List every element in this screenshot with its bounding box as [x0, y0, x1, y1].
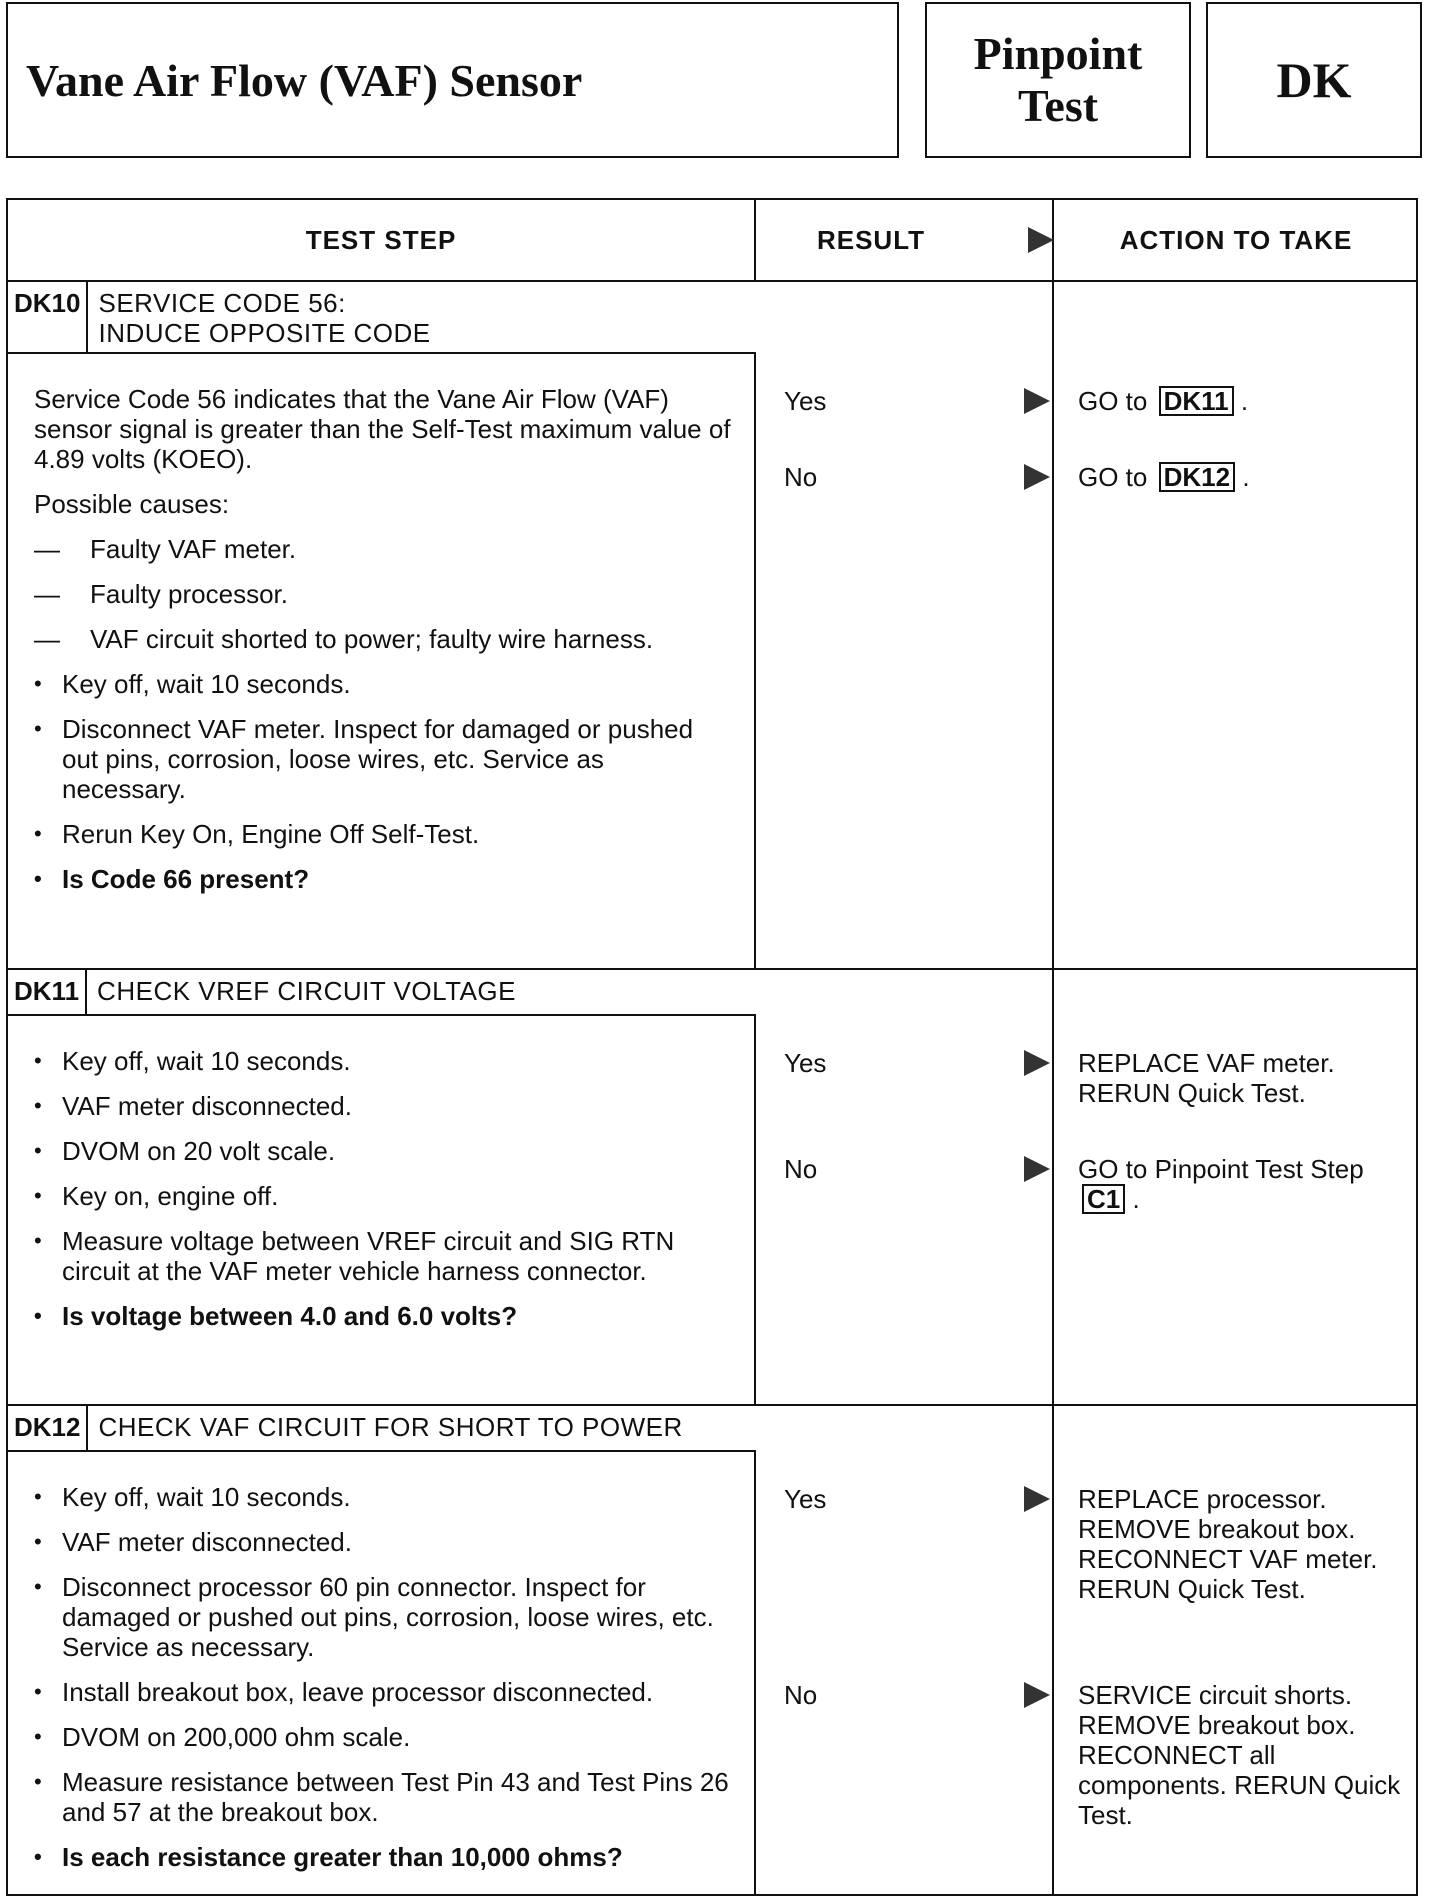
col-header-test-step: TEST STEP: [305, 224, 457, 255]
step-bullet: [34, 1046, 734, 1076]
step-body-dk10: [34, 384, 734, 909]
bullet-text: Disconnect VAF meter. Inspect for damaged or pushed out pins, corrosion, loose wires, etc. Service as necessary.: [62, 714, 694, 804]
bullet-icon: •: [34, 1183, 42, 1208]
step-bullet: [34, 1572, 734, 1662]
causes-label: Possible causes:: [34, 489, 230, 519]
action-suffix: .: [1240, 386, 1249, 416]
bullet-text: Key on, engine off.: [62, 1181, 279, 1211]
step-bullet: [34, 1181, 734, 1211]
bullet-icon: •: [34, 1303, 42, 1328]
step-ref-link[interactable]: DK12: [1159, 462, 1235, 492]
bullet-icon: •: [34, 1724, 42, 1749]
result-yes: Yes: [784, 1048, 827, 1078]
col-header-action: ACTION TO TAKE: [1119, 224, 1353, 255]
step-ref-link[interactable]: DK11: [1159, 386, 1234, 416]
bullet-text: VAF meter disconnected.: [62, 1527, 352, 1557]
bullet-icon: •: [34, 1679, 42, 1704]
cause-text: Faulty processor.: [90, 579, 288, 609]
bullet-text: Disconnect processor 60 pin connector. Inspect for damaged or pushed out pins, corrosion, loose wires, etc. Service as necessary.: [62, 1572, 714, 1662]
step-header-dk11: [8, 970, 756, 1016]
action-suffix: .: [1132, 1184, 1140, 1214]
bullet-text: Install breakout box, leave processor disconnected.: [62, 1677, 654, 1707]
step-title: [88, 282, 440, 352]
arrow-icon: [1024, 1682, 1050, 1708]
cause-text: VAF circuit shorted to power; faulty wire harness.: [90, 624, 654, 654]
step-id: DK11: [8, 970, 87, 1014]
action-text: GO to: [1078, 386, 1148, 416]
step-title-line: INDUCE OPPOSITE CODE: [98, 318, 431, 348]
question-text: Is each resistance greater than 10,000 ohms?: [62, 1842, 623, 1872]
page-title: Vane Air Flow (VAF) Sensor: [26, 54, 583, 106]
step-title: CHECK VREF CIRCUIT VOLTAGE: [97, 976, 516, 1006]
step-bullet: [34, 1677, 734, 1707]
bullet-icon: •: [34, 1844, 42, 1869]
result-no: No: [784, 1154, 818, 1184]
step-title: CHECK VAF CIRCUIT FOR SHORT TO POWER: [98, 1412, 683, 1442]
cause-item: [34, 534, 734, 564]
result-yes: Yes: [784, 386, 827, 416]
cause-item: [34, 624, 734, 654]
action-dk12-no: SERVICE circuit shorts. REMOVE breakout box. RECONNECT all components. RERUN Quick Test.: [1078, 1680, 1401, 1830]
bullet-icon: •: [34, 1484, 42, 1509]
bullet-text: VAF meter disconnected.: [62, 1091, 352, 1121]
test-code-box: [1206, 2, 1422, 158]
bullet-icon: •: [34, 1769, 42, 1794]
test-code: DK: [1276, 52, 1352, 108]
col-divider-2: [1052, 200, 1054, 1894]
action-dk10-yes: [1078, 386, 1408, 416]
arrow-icon: [1024, 464, 1050, 490]
pinpoint-table: [6, 198, 1418, 1896]
step-intro: Service Code 56 indicates that the Vane Air Flow (VAF) sensor signal is greater than the Self-Test maximum value of 4.89 volts (KOEO).: [34, 384, 731, 474]
result-no: No: [784, 1680, 818, 1710]
step-bullet: [34, 714, 734, 804]
step-header-dk12: [8, 1406, 756, 1452]
bullet-text: DVOM on 200,000 ohm scale.: [62, 1722, 411, 1752]
step-bullet: [34, 1767, 734, 1827]
arrow-icon: [1024, 388, 1050, 414]
bullet-icon: •: [34, 866, 42, 891]
step-id: DK10: [8, 282, 88, 352]
col-header-result: RESULT: [816, 224, 926, 255]
result-arrow-icon: [1028, 227, 1054, 253]
step-question: [34, 864, 734, 894]
pinpoint-label: Pinpoint: [973, 28, 1143, 79]
cause-text: Faulty VAF meter.: [90, 534, 297, 564]
action-dk10-no: [1078, 462, 1408, 492]
step-bullet: [34, 1091, 734, 1121]
step-bullet: [34, 1527, 734, 1557]
step-title-line: SERVICE CODE 56:: [98, 288, 346, 318]
step-bullet: [34, 1722, 734, 1752]
dash-icon: —: [34, 534, 60, 564]
step-header-dk10: [8, 282, 756, 354]
dash-icon: —: [34, 624, 60, 654]
test-label: Test: [1017, 80, 1099, 131]
bullet-icon: •: [34, 671, 42, 696]
bullet-text: Measure voltage between VREF circuit and SIG RTN circuit at the VAF meter vehicle harness connector.: [62, 1226, 675, 1286]
step-question: [34, 1842, 734, 1872]
action-suffix: .: [1242, 462, 1250, 492]
bullet-text: Key off, wait 10 seconds.: [62, 1046, 351, 1076]
question-text: Is voltage between 4.0 and 6.0 volts?: [62, 1301, 518, 1331]
result-yes: Yes: [784, 1484, 827, 1514]
pinpoint-test-box: [925, 2, 1191, 158]
bullet-text: Key off, wait 10 seconds.: [62, 1482, 351, 1512]
bullet-icon: •: [34, 821, 42, 846]
step-bullet: [34, 819, 734, 849]
step-bullet: [34, 1136, 734, 1166]
cause-item: [34, 579, 734, 609]
arrow-icon: [1024, 1156, 1050, 1182]
bullet-text: Key off, wait 10 seconds.: [62, 669, 351, 699]
dash-icon: —: [34, 579, 60, 609]
action-dk12-yes: REPLACE processor. REMOVE breakout box. RECONNECT VAF meter. RERUN Quick Test.: [1078, 1484, 1378, 1604]
bullet-text: Rerun Key On, Engine Off Self-Test.: [62, 819, 480, 849]
bullet-icon: •: [34, 1093, 42, 1118]
step-bullet: [34, 1226, 734, 1286]
action-dk11-no: [1078, 1154, 1408, 1214]
bullet-text: DVOM on 20 volt scale.: [62, 1136, 336, 1166]
step-body-dk11: [34, 1046, 734, 1346]
question-text: Is Code 66 present?: [62, 864, 310, 894]
action-text: GO to Pinpoint Test Step: [1078, 1154, 1364, 1184]
bullet-text: Measure resistance between Test Pin 43 and Test Pins 26 and 57 at the breakout box.: [62, 1767, 729, 1827]
action-dk11-yes: REPLACE VAF meter. RERUN Quick Test.: [1078, 1048, 1335, 1108]
bullet-icon: •: [34, 1529, 42, 1554]
result-no: No: [784, 462, 818, 492]
col-divider-1: [754, 200, 756, 1894]
step-bullet: [34, 669, 734, 699]
arrow-icon: [1024, 1050, 1050, 1076]
bullet-icon: •: [34, 1048, 42, 1073]
page-title-box: [6, 2, 899, 158]
step-body-dk12: [34, 1482, 734, 1887]
bullet-icon: •: [34, 1138, 42, 1163]
step-id: DK12: [8, 1406, 88, 1450]
action-text: GO to: [1078, 462, 1148, 492]
step-bullet: [34, 1482, 734, 1512]
bullet-icon: •: [34, 1228, 42, 1253]
bullet-icon: •: [34, 1574, 42, 1599]
bullet-icon: •: [34, 716, 42, 741]
step-question: [34, 1301, 734, 1331]
arrow-icon: [1024, 1486, 1050, 1512]
step-ref-link[interactable]: C1: [1082, 1184, 1125, 1214]
